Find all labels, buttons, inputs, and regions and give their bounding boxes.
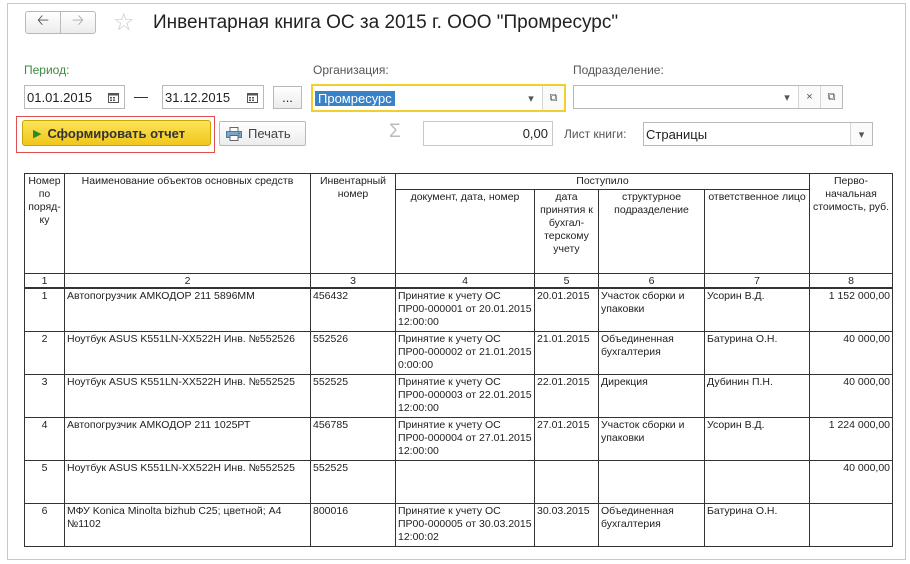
header-cost: Перво-начальная стоимость, руб. <box>810 174 893 274</box>
arrow-left-icon: 🡠 <box>36 12 50 29</box>
cell-name: Ноутбук ASUS K551LN-XX522H Инв. №552526 <box>65 331 311 374</box>
sheet-select[interactable] <box>643 122 873 146</box>
chevron-down-icon[interactable]: ▾ <box>528 92 534 105</box>
period-label: Период: <box>24 63 70 77</box>
printer-icon <box>226 127 242 141</box>
sheet-value: Страницы <box>646 126 708 142</box>
cell-dept: Объединенная бухгалтерия <box>599 503 705 546</box>
cell-name: Ноутбук ASUS K551LN-XX522H Инв. №552525 <box>65 460 311 503</box>
cell-dept: Участок сборки и упаковки <box>599 288 705 331</box>
cell-num: 6 <box>25 503 65 546</box>
org-label: Организация: <box>313 63 389 77</box>
sheet-label: Лист книги: <box>564 127 627 141</box>
calendar-icon[interactable] <box>241 86 263 108</box>
generate-report-label: Сформировать отчет <box>47 125 186 141</box>
cell-name: Автопогрузчик АМКОДОР 211 1025РТ <box>65 417 311 460</box>
col-number: 8 <box>810 274 893 289</box>
cell-date: 20.01.2015 <box>535 288 599 331</box>
date-from-field[interactable] <box>24 85 125 109</box>
header-name: Наименование объектов основных средств <box>65 174 311 274</box>
cell-cost: 40 000,00 <box>810 460 893 503</box>
cell-date: 21.01.2015 <box>535 331 599 374</box>
header-date: дата принятия к бухгал-терскому учету <box>535 190 599 274</box>
header-person: ответственное лицо <box>705 190 810 274</box>
period-dash <box>134 97 148 98</box>
table-row <box>25 417 893 460</box>
cell-doc: Принятие к учету ОС ПР00-000005 от 30.03.2015 12:00:02 <box>396 503 535 546</box>
cell-num: 4 <box>25 417 65 460</box>
cell-dept: Объединенная бухгалтерия <box>599 331 705 374</box>
cell-cost: 1 152 000,00 <box>810 288 893 331</box>
forward-button[interactable] <box>60 11 96 34</box>
cell-person: Усорин В.Д. <box>705 417 810 460</box>
cell-num: 2 <box>25 331 65 374</box>
header-received: Поступило <box>396 174 810 190</box>
calendar-icon[interactable] <box>102 86 124 108</box>
dept-label: Подразделение: <box>573 63 664 77</box>
cell-person: Батурина О.Н. <box>705 331 810 374</box>
cell-date <box>535 460 599 503</box>
cell-inv: 552526 <box>311 331 396 374</box>
sum-field: 0,00 <box>423 121 553 146</box>
print-button[interactable] <box>219 121 306 146</box>
cell-cost <box>810 503 893 546</box>
col-number: 6 <box>599 274 705 289</box>
cell-person: Батурина О.Н. <box>705 503 810 546</box>
cell-num: 5 <box>25 460 65 503</box>
dept-field[interactable] <box>573 85 843 109</box>
header-doc: документ, дата, номер <box>396 190 535 274</box>
generate-report-button[interactable] <box>22 120 211 146</box>
chevron-down-icon[interactable]: ▾ <box>784 91 790 104</box>
col-number: 7 <box>705 274 810 289</box>
cell-inv: 552525 <box>311 374 396 417</box>
print-label: Печать <box>248 126 291 141</box>
chevron-down-icon[interactable]: ▾ <box>850 123 872 145</box>
arrow-right-icon: 🡢 <box>71 12 85 29</box>
back-button[interactable] <box>25 11 61 34</box>
cell-cost: 40 000,00 <box>810 331 893 374</box>
cell-person: Усорин В.Д. <box>705 288 810 331</box>
col-number: 4 <box>396 274 535 289</box>
cell-doc: Принятие к учету ОС ПР00-000003 от 22.01.2015 12:00:00 <box>396 374 535 417</box>
cell-dept: Участок сборки и упаковки <box>599 417 705 460</box>
cell-date: 22.01.2015 <box>535 374 599 417</box>
col-number: 1 <box>25 274 65 289</box>
table-row <box>25 331 893 374</box>
cell-person: Дубинин П.Н. <box>705 374 810 417</box>
cell-inv: 552525 <box>311 460 396 503</box>
col-number: 2 <box>65 274 311 289</box>
star-icon[interactable]: ☆ <box>113 9 135 36</box>
cell-name: Ноутбук ASUS K551LN-XX522H Инв. №552525 <box>65 374 311 417</box>
cell-cost: 1 224 000,00 <box>810 417 893 460</box>
page-title: Инвентарная книга ОС за 2015 г. ООО "Промресурс" <box>153 12 619 33</box>
cell-dept <box>599 460 705 503</box>
open-icon[interactable]: ⧉ <box>820 86 842 108</box>
table-row <box>25 374 893 417</box>
cell-name: Автопогрузчик АМКОДОР 211 5896ММ <box>65 288 311 331</box>
org-value: Промресурс <box>315 91 395 106</box>
header-num: Номер по поряд-ку <box>25 174 65 274</box>
cell-name: МФУ Konica Minolta bizhub C25; цветной; А4 №1102 <box>65 503 311 546</box>
inventory-table <box>24 173 893 547</box>
date-to-value: 31.12.2015 <box>165 89 231 105</box>
period-select-button[interactable]: ... <box>273 86 302 109</box>
date-from-value: 01.01.2015 <box>27 89 93 105</box>
cell-cost: 40 000,00 <box>810 374 893 417</box>
col-number: 3 <box>311 274 396 289</box>
cell-num: 1 <box>25 288 65 331</box>
table-row <box>25 288 893 331</box>
table-row <box>25 503 893 546</box>
clear-icon[interactable]: × <box>798 86 820 108</box>
cell-date: 27.01.2015 <box>535 417 599 460</box>
cell-date: 30.03.2015 <box>535 503 599 546</box>
table-row <box>25 460 893 503</box>
header-inv: Инвентарный номер <box>311 174 396 274</box>
cell-person <box>705 460 810 503</box>
org-field[interactable] <box>311 84 566 112</box>
cell-inv: 800016 <box>311 503 396 546</box>
open-icon[interactable]: ⧉ <box>542 86 564 110</box>
cell-inv: 456785 <box>311 417 396 460</box>
cell-num: 3 <box>25 374 65 417</box>
play-icon: ▶ <box>33 127 42 140</box>
cell-doc <box>396 460 535 503</box>
header-dept: структурное подразделение <box>599 190 705 274</box>
sigma-icon: Σ <box>389 121 401 142</box>
date-to-field[interactable] <box>162 85 264 109</box>
cell-doc: Принятие к учету ОС ПР00-000002 от 21.01.2015 0:00:00 <box>396 331 535 374</box>
cell-inv: 456432 <box>311 288 396 331</box>
cell-doc: Принятие к учету ОС ПР00-000001 от 20.01.2015 12:00:00 <box>396 288 535 331</box>
col-number: 5 <box>535 274 599 289</box>
cell-dept: Дирекция <box>599 374 705 417</box>
cell-doc: Принятие к учету ОС ПР00-000004 от 27.01.2015 12:00:00 <box>396 417 535 460</box>
